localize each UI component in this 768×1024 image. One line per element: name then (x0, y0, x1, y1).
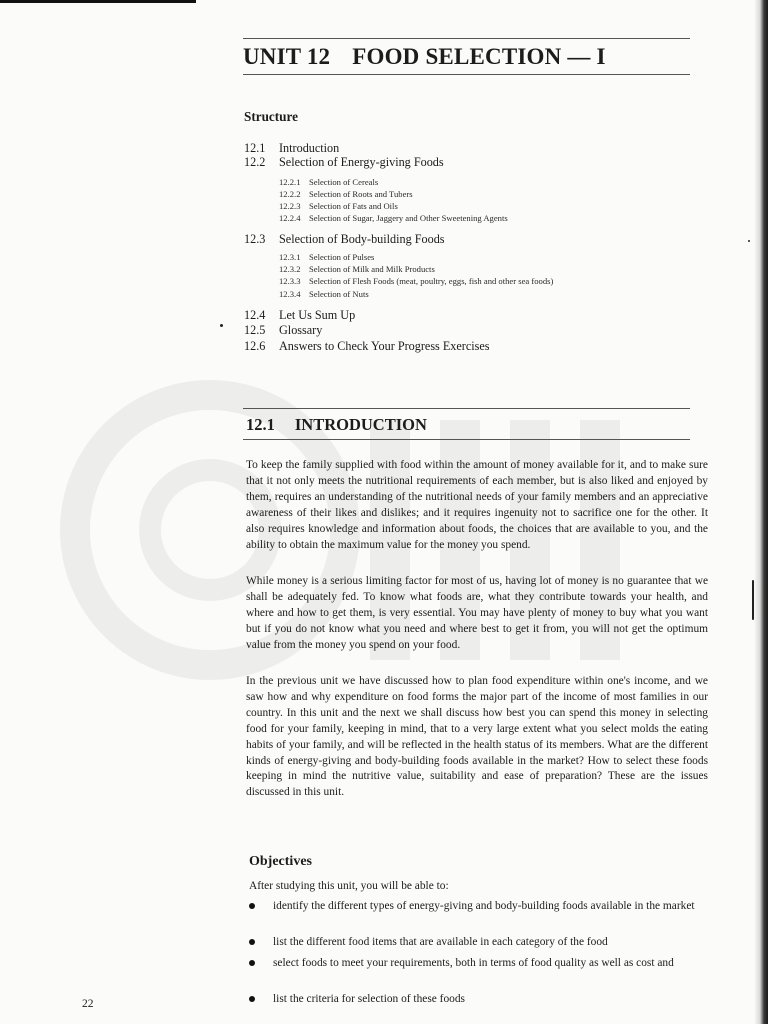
objectives-intro: After studying this unit, you will be able to: (249, 880, 449, 892)
objective-item: select foods to meet your requirements, both in terms of food quality as well as cost and (249, 955, 709, 971)
toc-subitem: 12.2.4 Selection of Sugar, Jaggery and Other Sweetening Agents (279, 213, 508, 223)
objective-item: list the different food items that are available in each category of the food (249, 934, 709, 950)
objective-item: list the criteria for selection of these foods (249, 991, 709, 1007)
body-paragraph: To keep the family supplied with food within the amount of money available for it, and to make sure that it not only meets the nutritional requirements of each member, but is also liked and enjoyed by them, requires an understanding of the nutritional needs of your family members and an appreciative awareness of their likes and dislikes; and it requires ingenuity not to sacrifice one for the other. It also requires knowledge and information about foods, the choices that are available to you, and the ability to obtain the maximum value for the money you spend. (246, 459, 708, 551)
toc-subitem: 12.3.1 Selection of Pulses (279, 252, 375, 262)
objectives-heading: Objectives (249, 854, 312, 869)
scan-speck (748, 240, 750, 242)
title-rule-bottom (243, 74, 690, 75)
body-paragraph: In the previous unit we have discussed how to plan food expenditure within one's income, and we saw how and why expenditure on food forms the major part of the income of most families in our country. In this unit and the next we shall discuss how best you can spend this money in selecting food for your family, keeping in mind, that to a very large extent what you select molds the eating habits of your family, and will be reflected in the health status of its members. What are the different kinds of energy-giving and body-building foods available in the market? How to select these foods keeping in mind the nutritive value, suitability and ease of preparation? These are the issues discussed in this unit. (246, 675, 708, 799)
scan-edge-top-left (0, 0, 196, 3)
bullet-icon (249, 996, 255, 1002)
section-number: 12.1 (246, 415, 275, 434)
toc-item: 12.2 Selection of Energy-giving Foods (244, 155, 444, 169)
toc-subitem: 12.3.3 Selection of Flesh Foods (meat, poultry, eggs, fish and other sea foods) (279, 276, 554, 286)
bullet-icon (249, 903, 255, 909)
section-name: INTRODUCTION (294, 415, 427, 434)
toc-item: 12.6 Answers to Check Your Progress Exercises (244, 339, 490, 353)
objective-item: identify the different types of energy-giving and body-building foods available in the market (249, 898, 709, 914)
unit-number: UNIT 12 (243, 44, 331, 69)
toc-item: 12.1 Introduction (244, 141, 340, 155)
page-number: 22 (82, 998, 94, 1010)
body-paragraph: While money is a serious limiting factor for most of us, having lot of money is no guarantee that we shall be adequately fed. To know what foods are, what they contribute towards your health, and where and how to get them, is very essential. You may have plenty of money to buy what you want but if you do not know what you need and where best to get it from, you will not get the optimum value from the money you spend on your food. (246, 575, 708, 651)
toc-subitem: 12.3.2 Selection of Milk and Milk Products (279, 264, 435, 274)
structure-heading: Structure (244, 109, 298, 124)
unit-title (243, 44, 606, 70)
section-rule-top (243, 408, 690, 409)
bullet-icon (249, 939, 255, 945)
toc-subitem: 12.2.1 Selection of Cereals (279, 177, 379, 187)
toc-subitem: 12.3.4 Selection of Nuts (279, 289, 369, 299)
toc-item: 12.4 Let Us Sum Up (244, 308, 356, 322)
section-title (246, 415, 427, 435)
bullet-icon (249, 960, 255, 966)
section-rule-bottom (243, 439, 690, 440)
unit-name: FOOD SELECTION — I (352, 44, 606, 69)
toc-subitem: 12.2.3 Selection of Fats and Oils (279, 201, 398, 211)
toc-subitem: 12.2.2 Selection of Roots and Tubers (279, 189, 413, 199)
scan-speck (752, 580, 754, 620)
title-rule-top (243, 38, 690, 39)
toc-item: 12.5 Glossary (244, 323, 323, 337)
scan-speck (220, 324, 223, 327)
toc-item: 12.3 Selection of Body-building Foods (244, 232, 445, 246)
